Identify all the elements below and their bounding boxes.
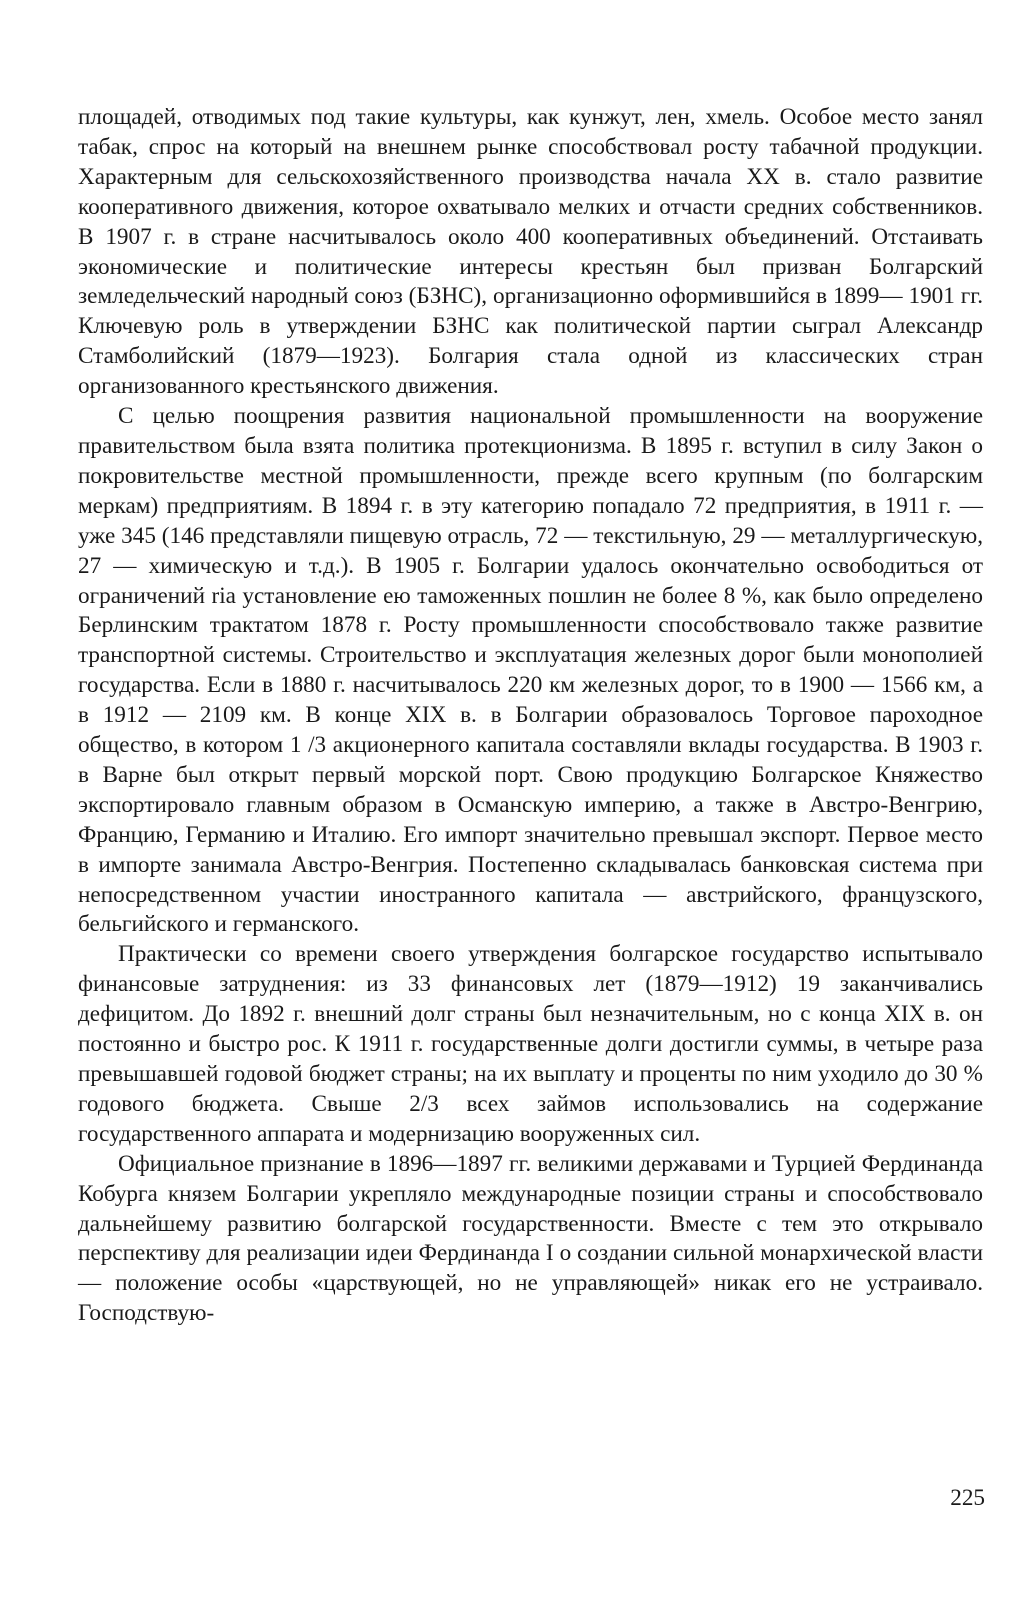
page-number: 225 xyxy=(950,1485,985,1511)
paragraph-3: Практически со времени своего утверждения болгарское государство испытывало финансовые затруднения: из 33 финансовых лет (1879—1912) 19 заканчивались дефицитом. До 1892 г. внешний долг страны был незначительным, но с конца XIX в. он постоянно и быстро рос. К 1911 г. государственные долги достигли суммы, в четыре раза превышавшей годовой бюджет страны; на их выплату и проценты по ним уходило до 30 % годового бюджета. Свыше 2/3 всех займов использовались на содержание государственного аппарата и модернизацию вооруженных сил. xyxy=(78,941,983,1147)
paragraph-1: площадей, отводимых под такие культуры, как кунжут, лен, хмель. Особое место занял табак, спрос на который на внешнем рынке способствовал росту табачной продукции. Характерным для сельскохозяйственного производства начала XX в. стало развитие кооперативного движения, которое охватывало мелких и отчасти средних собственников. В 1907 г. в стране насчитывалось около 400 кооперативных объединений. Отстаивать экономические и политические интересы крестьян был призван Болгарский земледельческий народный союз (БЗНС), организационно оформившийся в 1899— 1901 гг. Ключевую роль в утверждении БЗНС как политической партии сыграл Александр Стамболийский (1879—1923). Болгария стала одной из классических стран организованного крестьянского движения. xyxy=(78,104,983,400)
paragraph-2: С целью поощрения развития национальной промышленности на вооружение правительством была взята политика протекционизма. В 1895 г. вступил в силу Закон о покровительстве местной промышленности, прежде всего крупным (по болгарским меркам) предприятиям. В 1894 г. в эту категорию попадало 72 предприятия, в 1911 г. — уже 345 (146 представляли пищевую отрасль, 72 — текстильную, 29 — металлургическую, 27 — химическую и т.д.). В 1905 г. Болгарии удалось окончательно освободиться от ограничений ria установление ею таможенных пошлин не более 8 %, как было определено Берлинским трактатом 1878 г. Росту промышленности способствовало также развитие транспортной системы. Строительство и эксплуатация железных дорог были монополией государства. Если в 1880 г. насчитывалось 220 км железных дорог, то в 1900 — 1566 км, а в 1912 — 2109 км. В конце XIX в. в Болгарии образовалось Торговое пароходное общество, в котором 1 /3 акционерного капитала составляли вклады государства. В 1903 г. в Варне был открыт первый морской порт. Свою продукцию Болгарское Княжество экспортировало главным образом в Османскую империю, а также в Австро-Венгрию, Францию, Германию и Италию. Его импорт значительно превышал экспорт. Первое место в импорте занимала Австро-Венгрия. Постепенно складывалась банковская система при непосредственном участии иностранного капитала — австрийского, французского, бельгийского и германского. xyxy=(78,403,983,938)
paragraph-4: Официальное признание в 1896—1897 гг. великими державами и Турцией Фердинанда Кобурга князем Болгарии укрепляло международные позиции страны и способствовало дальнейшему развитию болгарской государственности. Вместе с тем это открывало перспективу для реализации идеи Фердинанда I о создании сильной монархической власти — положение особы «царствующей, но не управляющей» никак его не устраивало. Господствую- xyxy=(78,1150,983,1327)
page-body xyxy=(78,103,983,1329)
